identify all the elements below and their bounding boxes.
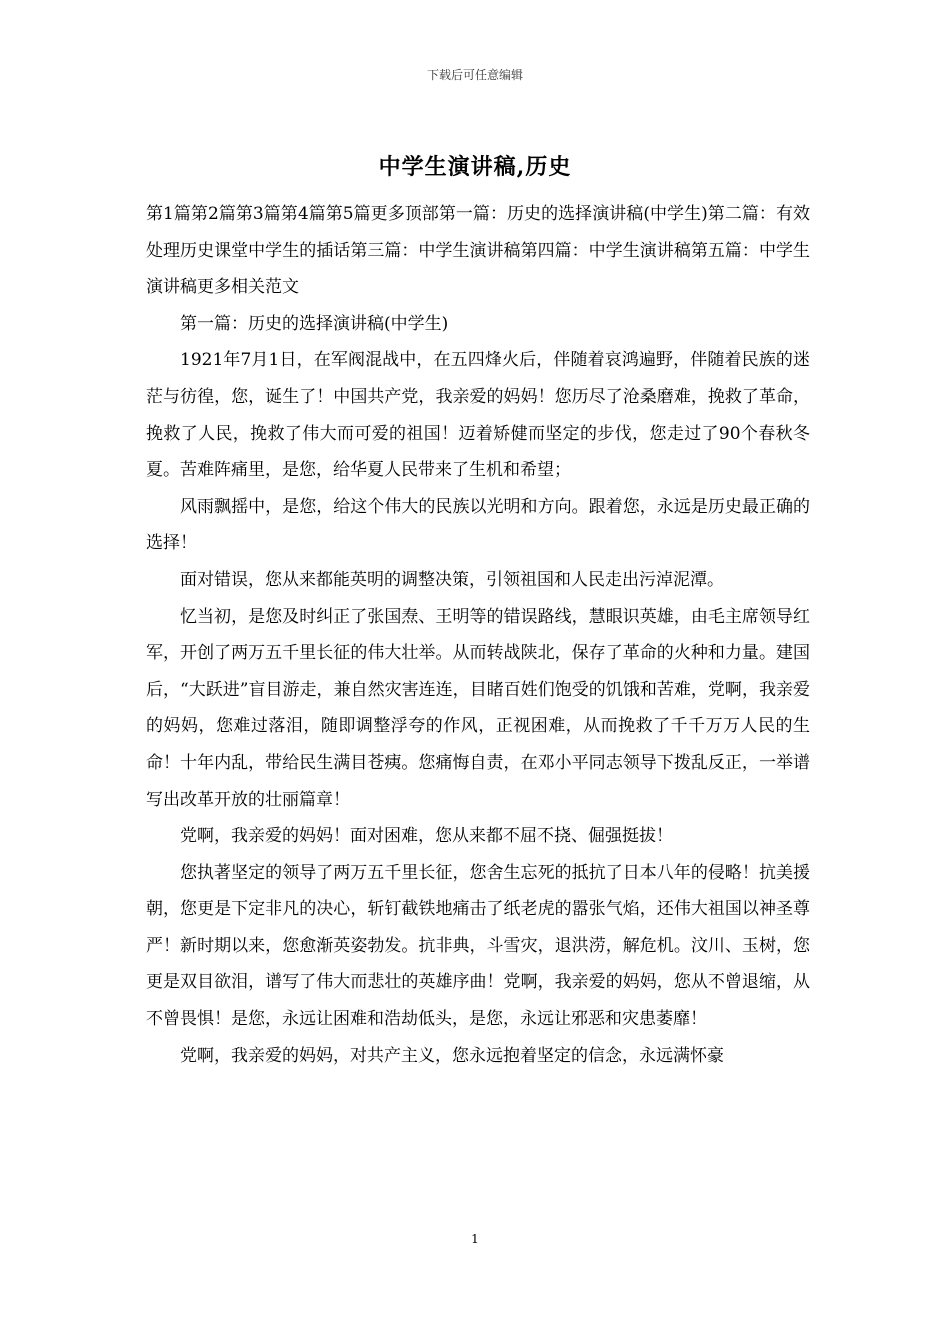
body-paragraph: 忆当初，是您及时纠正了张国焘、王明等的错误路线，慧眼识英雄，由毛主席领导红军，开创了两万五千里长征的伟大壮举。从而转战陕北，保存了革命的火种和力量。建国后，“大跃进”盲目游走，兼自然灾害连连，目睹百姓们饱受的饥饿和苦难，党啊，我亲爱的妈妈，您难过落泪，随即调整浮夸的作风，正视困难，从而挽救了千千万万人民的生命！十年内乱，带给民生满目苍痍。您痛悔自责，在邓小平同志领导下拨乱反正，一举谱写出改革开放的壮丽篇章！ xyxy=(146,606,810,810)
document-body xyxy=(146,196,810,1074)
page-header-note: 下载后可任意编辑 xyxy=(426,68,523,82)
body-paragraph: 风雨飘摇中，是您，给这个伟大的民族以光明和方向。跟着您，永远是历史最正确的选择！ xyxy=(146,496,810,554)
body-paragraph: 1921年7月1日，在军阀混战中，在五四烽火后，伴随着哀鸿遍野，伴随着民族的迷茫与彷徨，您，诞生了！中国共产党，我亲爱的妈妈！您历尽了沧桑磨难，挽救了革命，挽救了人民，挽救了伟大而可爱的祖国！迈着矫健而坚定的步伐，您走过了90个春秋冬夏。苦难阵痛里，是您，给华夏人民带来了生机和希望； xyxy=(146,350,810,481)
body-paragraph: 党啊，我亲爱的妈妈，对共产主义，您永远抱着坚定的信念，永远满怀豪 xyxy=(180,1045,724,1066)
body-paragraph: 面对错误，您从来都能英明的调整决策，引领祖国和人民走出污淖泥潭。 xyxy=(180,569,724,590)
section-heading: 第一篇：历史的选择演讲稿(中学生) xyxy=(180,313,449,334)
body-paragraph: 您执著坚定的领导了两万五千里长征，您舍生忘死的抵抗了日本八年的侵略！抗美援朝，您更是下定非凡的决心，斩钉截铁地痛击了纸老虎的嚣张气焰，还伟大祖国以神圣尊严！新时期以来，您愈渐英姿勃发。抗非典，斗雪灾，退洪涝，解危机。汶川、玉树，您更是双目欲泪，谱写了伟大而悲壮的英雄序曲！党啊，我亲爱的妈妈，您从不曾退缩，从不曾畏惧！是您，永远让困难和浩劫低头，是您，永远让邪恶和灾患萎靡！ xyxy=(146,862,810,1030)
page-number: 1 xyxy=(471,1232,479,1246)
body-paragraph: 党啊，我亲爱的妈妈！面对困难，您从来都不屈不挠、倔强挺拔！ xyxy=(180,826,673,847)
contents-paragraph: 第1篇第2篇第3篇第4篇第5篇更多顶部第一篇：历史的选择演讲稿(中学生)第二篇：有效处理历史课堂中学生的插话第三篇：中学生演讲稿第四篇：中学生演讲稿第五篇：中学生演讲稿更多相关范文 xyxy=(146,204,810,298)
document-title: 中学生演讲稿,历史 xyxy=(378,154,572,180)
